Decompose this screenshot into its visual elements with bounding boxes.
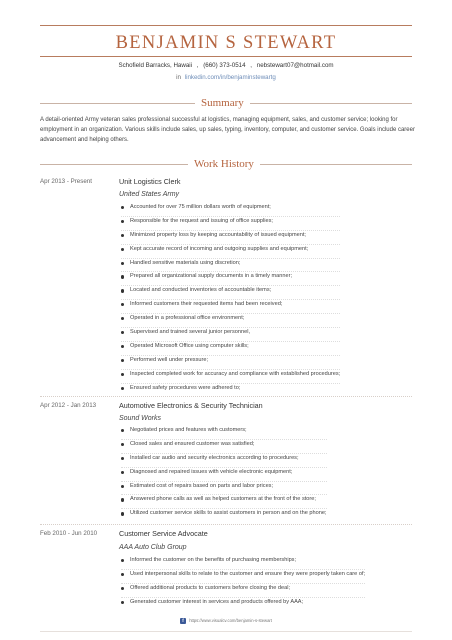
contact-separator: , [250,62,253,69]
divider [250,103,412,104]
job-divider [40,524,412,525]
job-title: Customer Service Advocate [119,529,208,538]
facebook-icon: f [180,618,186,624]
header-bottom-rule [40,56,412,57]
bullet-item: Handled sensitive materials using discretion; [121,259,340,273]
job-dates: Apr 2012 - Jan 2013 [40,402,97,409]
linkedin-icon: in [176,74,181,81]
company-name: AAA Auto Club Group [119,544,187,551]
company-name: Sound Works [119,415,162,422]
footer [0,618,452,624]
company-name: United States Army [119,191,180,198]
bullet-item: Accounted for over 75 million dollars worth of equipment; [121,203,340,217]
job-dates: Apr 2013 - Present [40,178,92,185]
job-bullets [121,203,340,397]
bullet-item: Estimated cost of repairs based on parts and labor prices; [121,482,327,496]
job-title: Unit Logistics Clerk [119,177,181,186]
candidate-name: BENJAMIN S STEWART [115,33,337,53]
job-bullets [121,556,365,612]
email-link[interactable]: nebstewart07@hotmail.com [256,62,334,69]
bullet-item: Answered phone calls as well as helped customers at the front of the store; [121,495,327,509]
bullet-item: Negotiated prices and features with customers; [121,426,327,440]
bullet-item: Utilized customer service skills to assist customers in person and on the phone; [121,509,327,523]
summary-heading [40,96,412,110]
linkedin-line [0,74,452,81]
bullet-item: Minimized property loss by keeping accountability of issued equipment; [121,231,340,245]
bullet-item: Responsible for the request and issuing of office supplies; [121,217,340,231]
linkedin-link[interactable]: linkedin.com/in/benjaminstewartg [184,74,276,81]
work-history-heading [40,157,412,171]
bullet-item: Inspected completed work for accuracy and compliance with established procedures; [121,370,340,384]
header-top-rule [40,25,412,26]
job-divider [40,396,412,397]
divider [40,164,188,165]
footer-url[interactable]: https://www.visualcv.com/benjamin-s-stewart [189,618,272,624]
bullet-item: Kept accurate record of incoming and outgoing supplies and equipment; [121,245,340,259]
bullet-item: Used interpersonal skills to relate to the customer and ensure they were properly taken care of; [121,570,365,584]
summary-text: A detail-oriented Army veteran sales professional successful at logistics, managing equipment, sales, and customer service; looking for employment in an organization. Various skills include sales, up sales, typing, inventory, computer, and customer service. Goals include career advancement and helping others. [40,117,415,144]
bullet-item: Prepared all organizational supply documents in a timely manner; [121,272,340,286]
bullet-item: Performed well under pressure; [121,356,340,370]
address: Schofield Barracks, Hawaii [118,62,193,69]
bullet-item: Informed customers their requested items had been received; [121,300,340,314]
phone: (660) 373-0514 [203,62,246,69]
bullet-item: Ensured safety procedures were adhered to; [121,384,340,398]
summary-title: Summary [201,97,244,109]
bullet-item: Operated in a professional office environment; [121,314,340,328]
bullet-item: Informed the customer on the benefits of purchasing memberships; [121,556,365,570]
footer-rule [40,631,412,632]
divider [40,103,195,104]
bullet-item: Installed car audio and security electronics according to procedures; [121,454,327,468]
bullet-item: Located and conducted inventories of accountable items; [121,286,340,300]
contact-separator: , [196,62,199,69]
job-title: Automotive Electronics & Security Technician [119,401,263,410]
bullet-item: Offered additional products to customers before closing the deal; [121,584,365,598]
bullet-item: Diagnosed and repaired issues with vehicle electronic equipment; [121,468,327,482]
bullet-item: Supervised and trained several junior personnel, [121,328,340,342]
bullet-item: Operated Microsoft Office using computer skills; [121,342,340,356]
divider [260,164,412,165]
work-history-title: Work History [194,158,254,170]
bullet-item: Closed sales and ensured customer was satisfied; [121,440,327,454]
bullet-item: Generated customer interest in services and products offered by AAA; [121,598,365,612]
job-dates: Feb 2010 - Jun 2010 [40,530,98,537]
job-bullets [121,426,327,523]
contact-line [0,62,452,69]
